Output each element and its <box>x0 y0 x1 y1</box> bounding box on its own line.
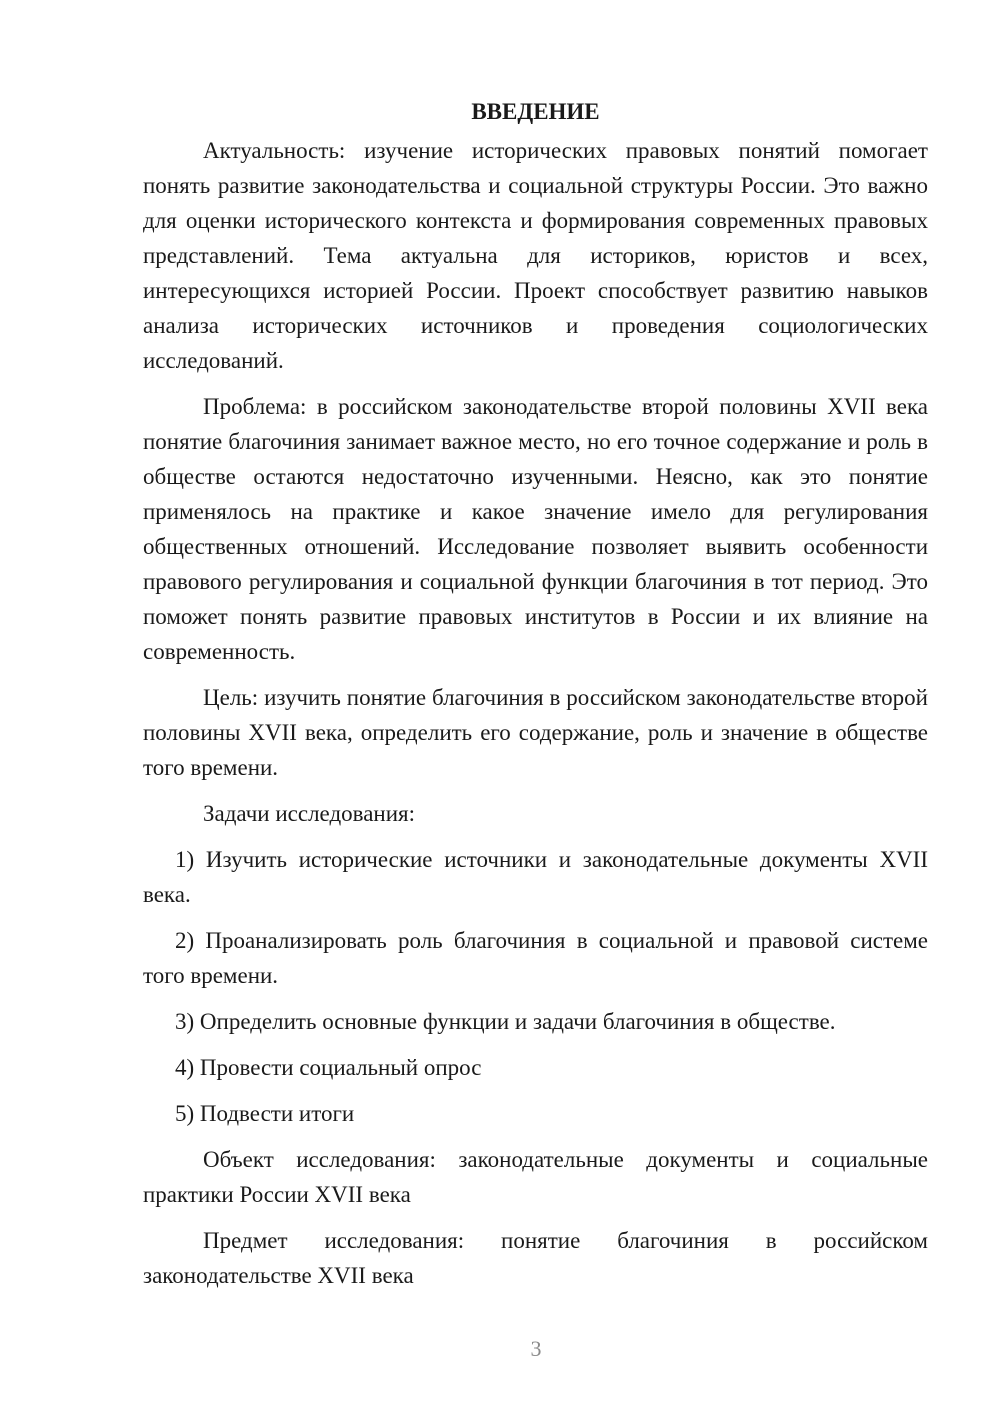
relevance-paragraph: Актуальность: изучение исторических правовых понятий помогает понять развитие законодательства и социальной структуры России. Это важно для оценки исторического контекста и формирования современных правовых представлений. Тема актуальна для историков, юристов и всех, интересующихся историей России. Проект способствует развитию навыков анализа исторических источников и проведения социологических исследований. <box>143 138 928 373</box>
task-item-5: 5) Подвести итоги <box>175 1101 355 1126</box>
subject-paragraph: Предмет исследования: понятие благочиния в российском законодательстве XVII века <box>143 1228 928 1288</box>
problem-paragraph: Проблема: в российском законодательстве второй половины XVII века понятие благочиния занимает важное место, но его точное содержание и роль в обществе остаются недостаточно изученными. Неясно, как это понятие применялось на практике и какое значение имело для регулирования общественных отношений. Исследование позволяет выявить особенности правового регулирования и социальной функции благочиния в тот период. Это поможет понять развитие правовых институтов в России и их влияние на современность. <box>143 394 928 664</box>
task-item-2: 2) Проанализировать роль благочиния в социальной и правовой системе того времени. <box>143 928 928 988</box>
object-paragraph: Объект исследования: законодательные документы и социальные практики России XVII века <box>143 1147 928 1207</box>
page-content <box>143 94 928 1304</box>
task-item-3: 3) Определить основные функции и задачи благочиния в обществе. <box>175 1009 836 1034</box>
task-item-4: 4) Провести социальный опрос <box>175 1055 482 1080</box>
section-heading: ВВЕДЕНИЕ <box>471 99 600 124</box>
tasks-title: Задачи исследования: <box>203 801 416 826</box>
task-item-1: 1) Изучить исторические источники и законодательные документы XVII века. <box>143 847 928 907</box>
page-number: 3 <box>530 1336 542 1361</box>
goal-paragraph: Цель: изучить понятие благочиния в российском законодательстве второй половины XVII века, определить его содержание, роль и значение в обществе того времени. <box>143 685 928 780</box>
